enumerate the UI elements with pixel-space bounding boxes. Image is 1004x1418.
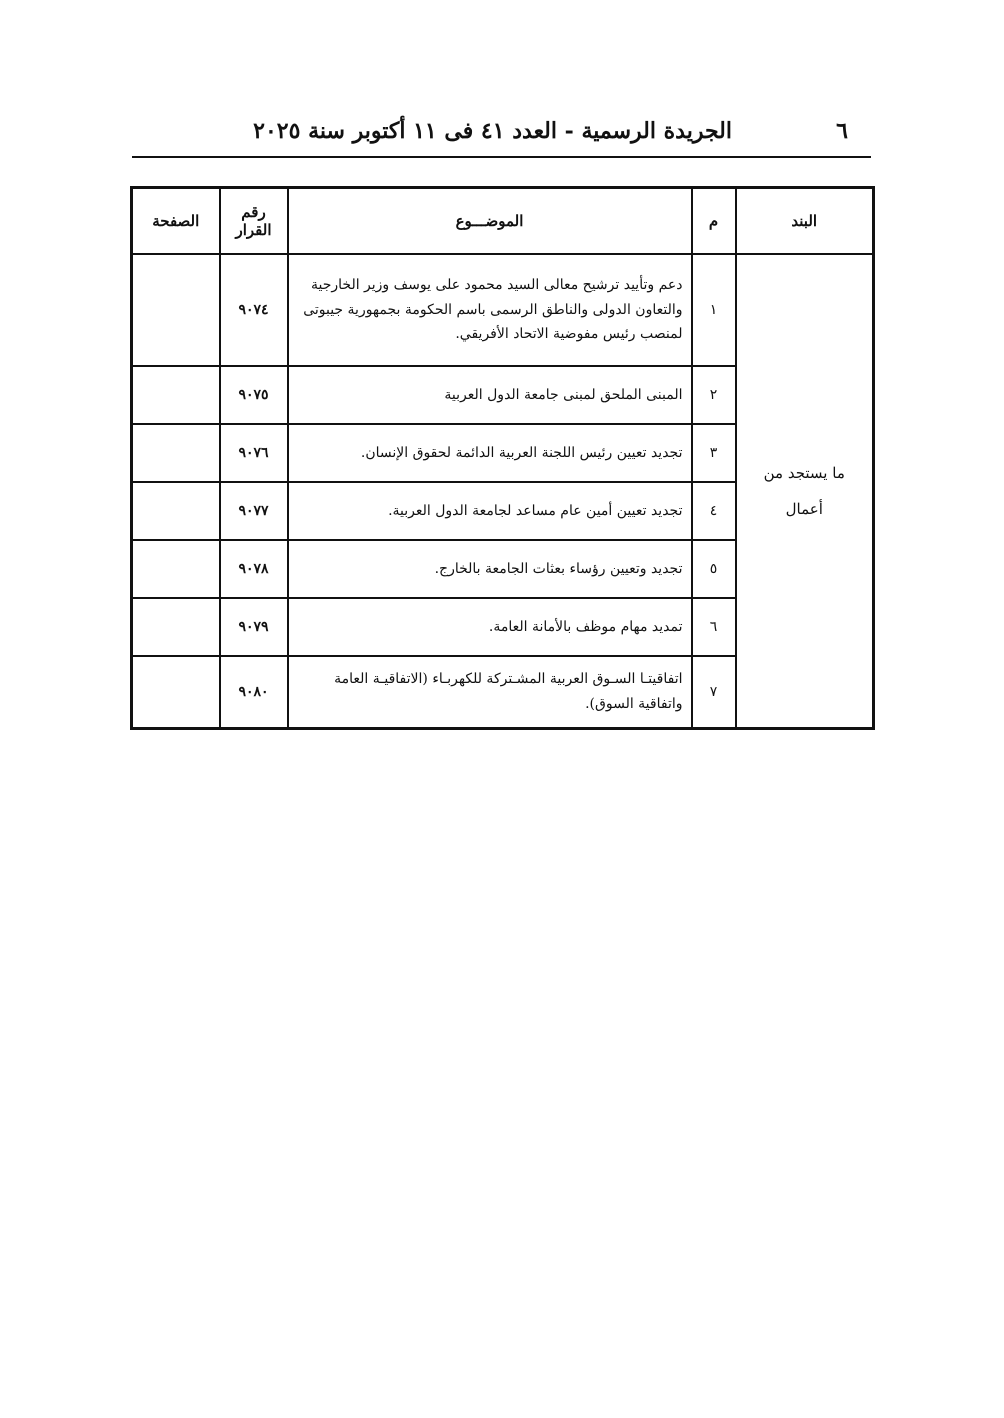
decisions-table xyxy=(130,186,875,730)
row-subject: تجديد تعيين أمين عام مساعد لجامعة الدول العربية. xyxy=(288,482,692,540)
row-number: ٤ xyxy=(692,482,736,540)
column-header-num: م xyxy=(692,188,736,255)
row-decision-number: ٩٠٧٥ xyxy=(220,366,288,424)
row-decision-number: ٩٠٧٧ xyxy=(220,482,288,540)
row-page xyxy=(132,482,220,540)
row-number: ٧ xyxy=(692,656,736,728)
column-header-page: الصفحة xyxy=(132,188,220,255)
row-subject: تجديد تعيين رئيس اللجنة العربية الدائمة لحقوق الإنسان. xyxy=(288,424,692,482)
row-decision-number: ٩٠٨٠ xyxy=(220,656,288,728)
row-decision-number: ٩٠٧٦ xyxy=(220,424,288,482)
page-number: ٦ xyxy=(836,118,848,144)
page-header xyxy=(132,112,870,154)
row-number: ٦ xyxy=(692,598,736,656)
table-header-row xyxy=(132,188,874,255)
column-header-band: البند xyxy=(736,188,874,255)
row-page xyxy=(132,366,220,424)
column-header-decision: رقم القرار xyxy=(220,188,288,255)
decisions-table-container xyxy=(130,186,872,730)
row-decision-number: ٩٠٧٨ xyxy=(220,540,288,598)
row-subject: دعم وتأييد ترشيح معالى السيد محمود على يوسف وزير الخارجية والتعاون الدولى والناطق الرسمى باسم الحكومة بجمهورية جيبوتى لمنصب رئيس مفوضية الاتحاد الأفريقي. xyxy=(288,254,692,366)
row-subject: تمديد مهام موظف بالأمانة العامة. xyxy=(288,598,692,656)
row-page xyxy=(132,540,220,598)
row-decision-number: ٩٠٧٤ xyxy=(220,254,288,366)
row-number: ٣ xyxy=(692,424,736,482)
row-number: ٢ xyxy=(692,366,736,424)
row-page xyxy=(132,656,220,728)
row-page xyxy=(132,424,220,482)
row-page xyxy=(132,254,220,366)
row-number: ٥ xyxy=(692,540,736,598)
band-cell: ما يستجد من أعمال xyxy=(736,254,874,728)
row-decision-number: ٩٠٧٩ xyxy=(220,598,288,656)
row-number: ١ xyxy=(692,254,736,366)
gazette-title: الجريدة الرسمية - العدد ٤١ فى ١١ أكتوبر سنة ٢٠٢٥ xyxy=(253,118,732,144)
row-subject: تجديد وتعيين رؤساء بعثات الجامعة بالخارج. xyxy=(288,540,692,598)
row-subject: المبنى الملحق لمبنى جامعة الدول العربية xyxy=(288,366,692,424)
table-row xyxy=(132,254,874,366)
row-page xyxy=(132,598,220,656)
row-subject: اتفاقيتـا السـوق العربية المشـتركة للكهربـاء (الاتفاقيـة العامة واتفاقية السوق). xyxy=(288,656,692,728)
column-header-subject: الموضـــوع xyxy=(288,188,692,255)
header-divider xyxy=(132,156,871,158)
